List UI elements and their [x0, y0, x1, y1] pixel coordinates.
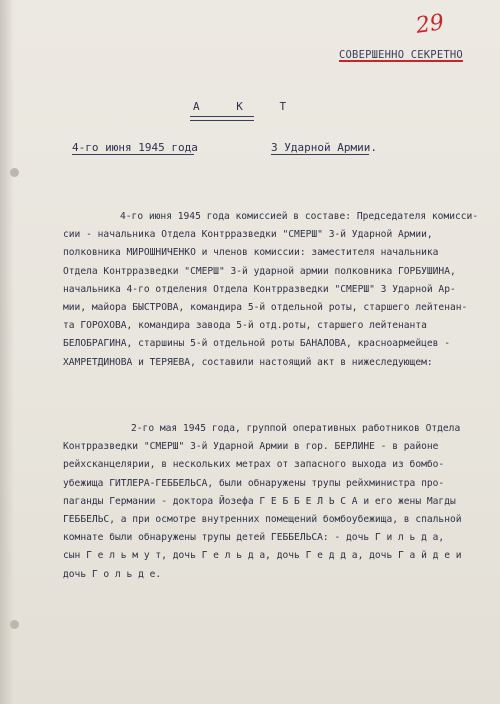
text-line: 2-го мая 1945 года, группой оперативных работников Отдела	[131, 423, 461, 434]
text-line: 4-го июня 1945 года комиссией в составе: Председателя комисси-	[120, 211, 479, 222]
document-title: А К Т	[193, 100, 302, 113]
page-edge-shadow	[0, 0, 14, 704]
title-underline	[190, 116, 254, 117]
army-name: 3 Ударной Армии.	[271, 141, 377, 154]
punch-hole	[10, 620, 19, 629]
text-line: начальника 4-го отделения Отдела Контрразведки "СМЕРШ" 3 Ударной Ар-	[63, 283, 456, 295]
text-line: ХАМРЕТДИНОВА и ТЕРЯЕВА, составили настоящий акт в нижеследующем:	[63, 356, 433, 368]
text-line: мии, майора БЫСТРОВА, командира 5-й отдельной роты, старшего лейтенан-	[63, 302, 468, 314]
title-underline	[190, 120, 254, 121]
text-line: сын Г е л ь м у т, дочь Г е л ь д а, дочь Г е д д а, дочь Г а й д е и	[63, 550, 462, 562]
paragraph-commission	[63, 208, 493, 372]
page-number: 29	[414, 10, 446, 39]
text-line: Контрразведки "СМЕРШ" 3-й Ударной Армии в гор. БЕРЛИНЕ - в районе	[63, 441, 439, 453]
text-line: дочь Г о л ь д е.	[63, 568, 162, 580]
text-line: паганды Германии - доктора Йозефа Г Е Б Б Е Л Ь С А и его жены Магды	[63, 495, 456, 507]
text-line: Отдела Контрразведки "СМЕРШ" 3-й ударной армии полковника ГОРБУШИНА,	[63, 265, 456, 277]
paragraph-discovery	[63, 420, 493, 584]
text-line: полковника МИРОШНИЧЕНКО и членов комиссии: заместителя начальника	[63, 247, 439, 259]
text-line: та ГОРОХОВА, командира завода 5-й отд.роты, старшего лейтенанта	[63, 320, 427, 332]
punch-hole	[10, 168, 19, 177]
army-underline	[271, 154, 369, 155]
date-underline	[72, 154, 194, 155]
document-date: 4-го июня 1945 года	[72, 141, 198, 154]
text-line: рейхсканцелярии, в нескольких метрах от запасного выхода из бомбо-	[63, 459, 445, 471]
text-line: комнате были обнаружены трупы детей ГЕББЕЛЬСА: - дочь Г и л ь д а,	[63, 532, 445, 544]
text-line: ГЕББЕЛЬС, а при осмотре внутренних помещений бомбоубежища, в спальной	[63, 514, 462, 526]
text-line: убежища ГИТЛЕРА-ГЕББЕЛЬСА, были обнаружены трупы рейхминистра про-	[63, 477, 445, 489]
text-line: сии - начальника Отдела Контрразведки "СМЕРШ" 3-й Ударной Армии,	[63, 229, 433, 241]
classification-stamp: СОВЕРШЕННО СЕКРЕТНО	[339, 49, 463, 61]
text-line: БЕЛОБРАГИНА, старшины 5-й отдельной роты БАНАЛОВА, красноармейцев -	[63, 338, 450, 350]
